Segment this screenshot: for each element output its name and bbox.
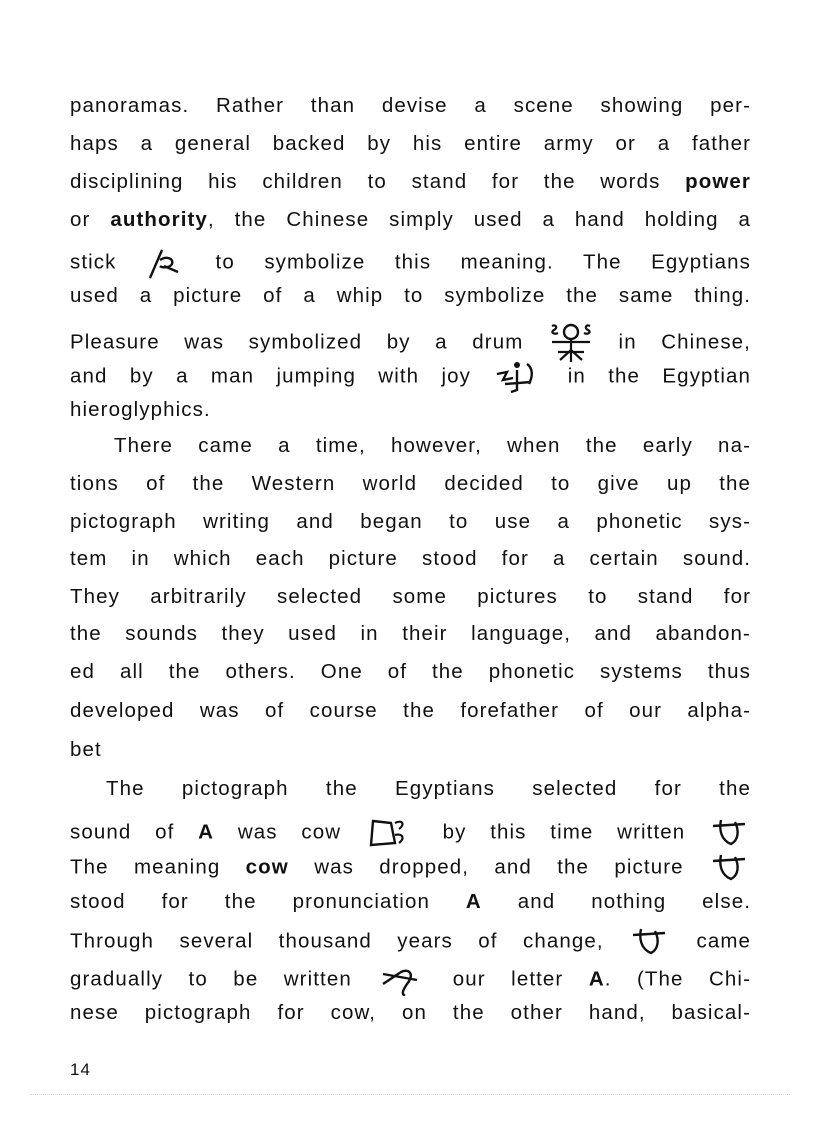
- text-line: tem in which each picture stood for a certain sound.: [70, 547, 751, 570]
- hand-stick-glyph-icon: [146, 246, 186, 280]
- early-a-glyph-icon: [709, 818, 751, 848]
- text-line: nese pictograph for cow, on the other hand, basical-: [70, 1001, 751, 1024]
- drum-glyph-icon: [548, 322, 594, 364]
- cow-head-glyph-icon: [365, 815, 419, 851]
- bold-term: cow: [245, 855, 289, 879]
- bold-term: A: [588, 967, 605, 991]
- footer-divider: [30, 1094, 790, 1095]
- jumping-man-glyph-icon: [493, 360, 545, 394]
- text-line: Pleasure was symbolized by a drum in Chinese,: [70, 322, 751, 364]
- text-line: stood for the pronunciation A and nothing else.: [70, 890, 751, 913]
- text-line: tions of the Western world decided to give up the: [70, 472, 751, 495]
- text-line: gradually to be written our letter A. (The Chi-: [70, 964, 751, 996]
- text-line: panoramas. Rather than devise a scene showing per-: [70, 94, 751, 117]
- text-line: There came a time, however, when the early na-: [114, 434, 751, 457]
- text-line: The pictograph the Egyptians selected for the: [106, 777, 751, 800]
- bold-term: A: [198, 820, 215, 844]
- text-line: haps a general backed by his entire army or a father: [70, 132, 751, 155]
- text-line: and by a man jumping with joy in the Egyptian: [70, 360, 751, 394]
- text-line: developed was of course the forefather of our alpha-: [70, 699, 751, 722]
- early-a-glyph-icon: [709, 853, 751, 883]
- text-line: pictograph writing and began to use a phonetic sys-: [70, 510, 751, 533]
- text-line: ed all the others. One of the phonetic systems thus: [70, 660, 751, 683]
- text-line: sound of A was cow by this time written: [70, 815, 751, 851]
- text-line: or authority, the Chinese simply used a hand holding a: [70, 208, 751, 231]
- text-line: stick to symbolize this meaning. The Egyptians: [70, 246, 751, 280]
- text-line: bet: [70, 738, 102, 761]
- text-line: Through several thousand years of change, came: [70, 927, 751, 957]
- early-a-glyph-icon: [629, 927, 671, 957]
- text-line: hieroglyphics.: [70, 398, 211, 421]
- text-line: disciplining his children to stand for the words power: [70, 170, 751, 193]
- page-number: 14: [70, 1060, 91, 1079]
- bold-term: power: [685, 170, 751, 193]
- text-line: the sounds they used in their language, and abandon-: [70, 622, 751, 645]
- bold-term: authority: [110, 208, 208, 231]
- text-line: They arbitrarily selected some pictures to stand for: [70, 585, 751, 608]
- bold-term: A: [465, 890, 482, 913]
- later-a-glyph-icon: [377, 964, 427, 996]
- text-line: used a picture of a whip to symbolize the same thing.: [70, 284, 751, 307]
- text-line: The meaning cow was dropped, and the picture: [70, 853, 751, 883]
